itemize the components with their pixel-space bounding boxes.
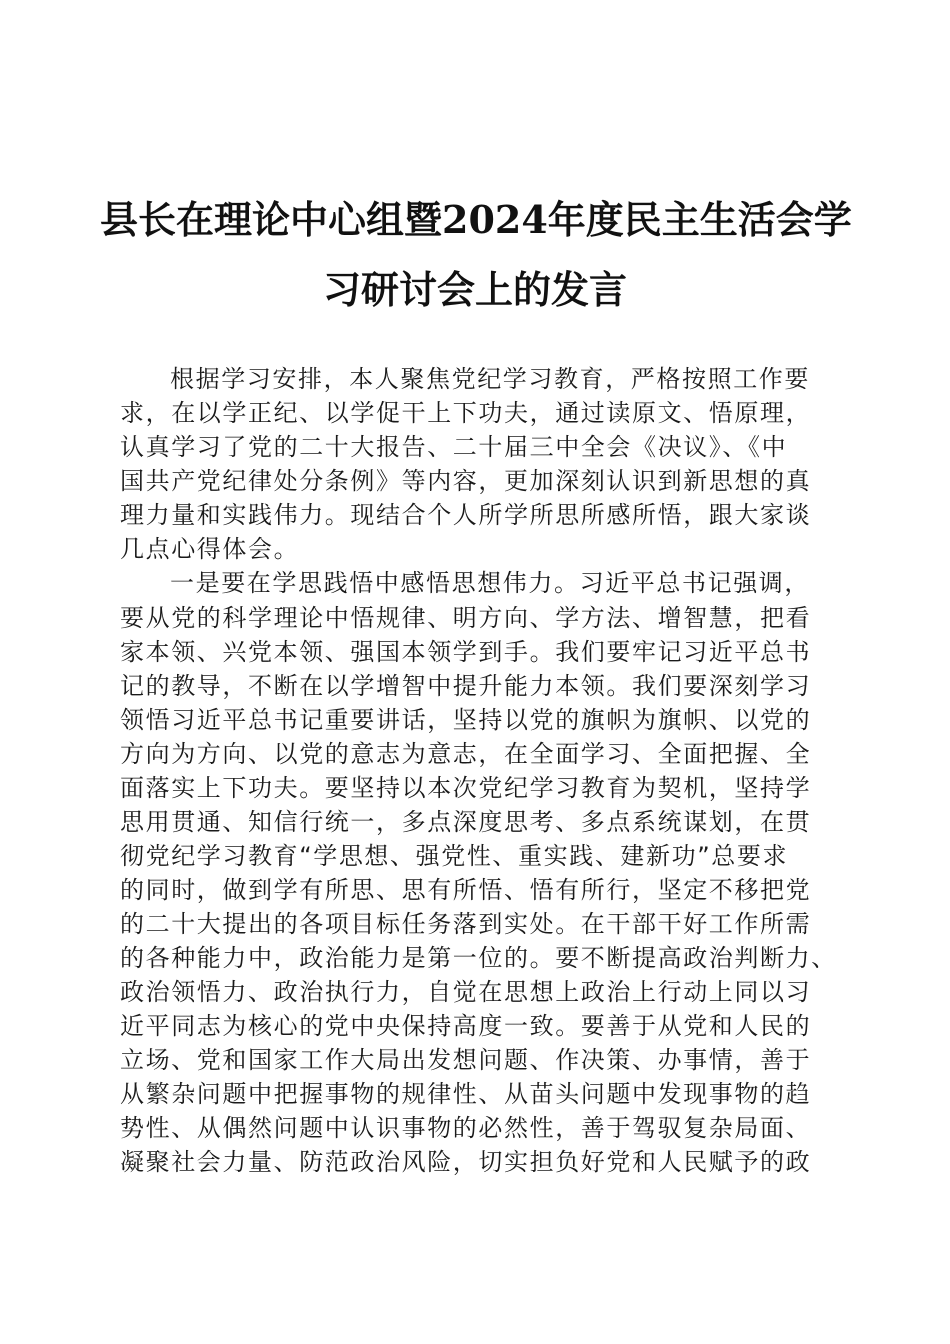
paragraph-2-line-12: 的各种能力中，政治能力是第一位的。要不断提高政治判断力、 [120, 944, 837, 972]
paragraph-1-line-4: 国共产党纪律处分条例》等内容，更加深刻认识到新思想的真 [120, 467, 812, 495]
paragraph-2-line-17: 势性、从偶然问题中认识事物的必然性，善于驾驭复杂局面、 [120, 1114, 812, 1142]
paragraph-1-line-3: 认真学习了党的二十大报告、二十届三中全会《决议》、《中 [120, 433, 788, 461]
paragraph-2-line-16: 从繁杂问题中把握事物的规律性、从苗头问题中发现事物的趋 [120, 1080, 812, 1108]
paragraph-2-line-10: 的同时，做到学有所思、思有所悟、悟有所行，坚定不移把党 [120, 876, 812, 904]
paragraph-2-line-14: 近平同志为核心的党中央保持高度一致。要善于从党和人民的 [120, 1012, 812, 1040]
paragraph-2-line-11: 的二十大提出的各项目标任务落到实处。在干部干好工作所需 [120, 910, 812, 938]
paragraph-2-line-8: 思用贯通、知信行统一，多点深度思考、多点系统谋划，在贯 [120, 808, 812, 836]
paragraph-2-line-7: 面落实上下功夫。要坚持以本次党纪学习教育为契机，坚持学 [120, 774, 812, 802]
paragraph-2-line-15: 立场、党和国家工作大局出发想问题、作决策、办事情，善于 [120, 1046, 812, 1074]
paragraph-2-line-2: 要从党的科学理论中悟规律、明方向、学方法、增智慧，把看 [120, 604, 812, 632]
paragraph-2-line-18: 凝聚社会力量、防范政治风险，切实担负好党和人民赋予的政 [120, 1148, 812, 1176]
document-title-line-2: 习研讨会上的发言 [322, 267, 627, 312]
paragraph-2-line-9: 彻党纪学习教育“学思想、强党性、重实践、建新功”总要求 [120, 842, 789, 870]
paragraph-2-line-6: 方向为方向、以党的意志为意志，在全面学习、全面把握、全 [120, 740, 812, 768]
paragraph-2-line-4: 记的教导，不断在以学增智中提升能力本领。我们要深刻学习 [120, 672, 812, 700]
paragraph-1-line-5: 理力量和实践伟力。现结合个人所学所思所感所悟，跟大家谈 [120, 501, 812, 529]
paragraph-1-line-1: 根据学习安排，本人聚焦党纪学习教育，严格按照工作要 [170, 365, 810, 393]
paragraph-2-line-13: 政治领悟力、政治执行力，自觉在思想上政治上行动上同以习 [120, 978, 812, 1006]
paragraph-2-line-5: 领悟习近平总书记重要讲话，坚持以党的旗帜为旗帜、以党的 [120, 706, 812, 734]
document-title-line-1: 县长在理论中心组暨2024年度民主生活会学 [100, 197, 852, 242]
paragraph-1-line-6: 几点心得体会。 [120, 535, 300, 563]
paragraph-2-line-3: 家本领、兴党本领、强国本领学到手。我们要牢记习近平总书 [120, 638, 812, 666]
paragraph-2-line-1: 一是要在学思践悟中感悟思想伟力。习近平总书记强调， [170, 569, 810, 597]
paragraph-1-line-2: 求，在以学正纪、以学促干上下功夫，通过读原文、悟原理， [120, 399, 812, 427]
